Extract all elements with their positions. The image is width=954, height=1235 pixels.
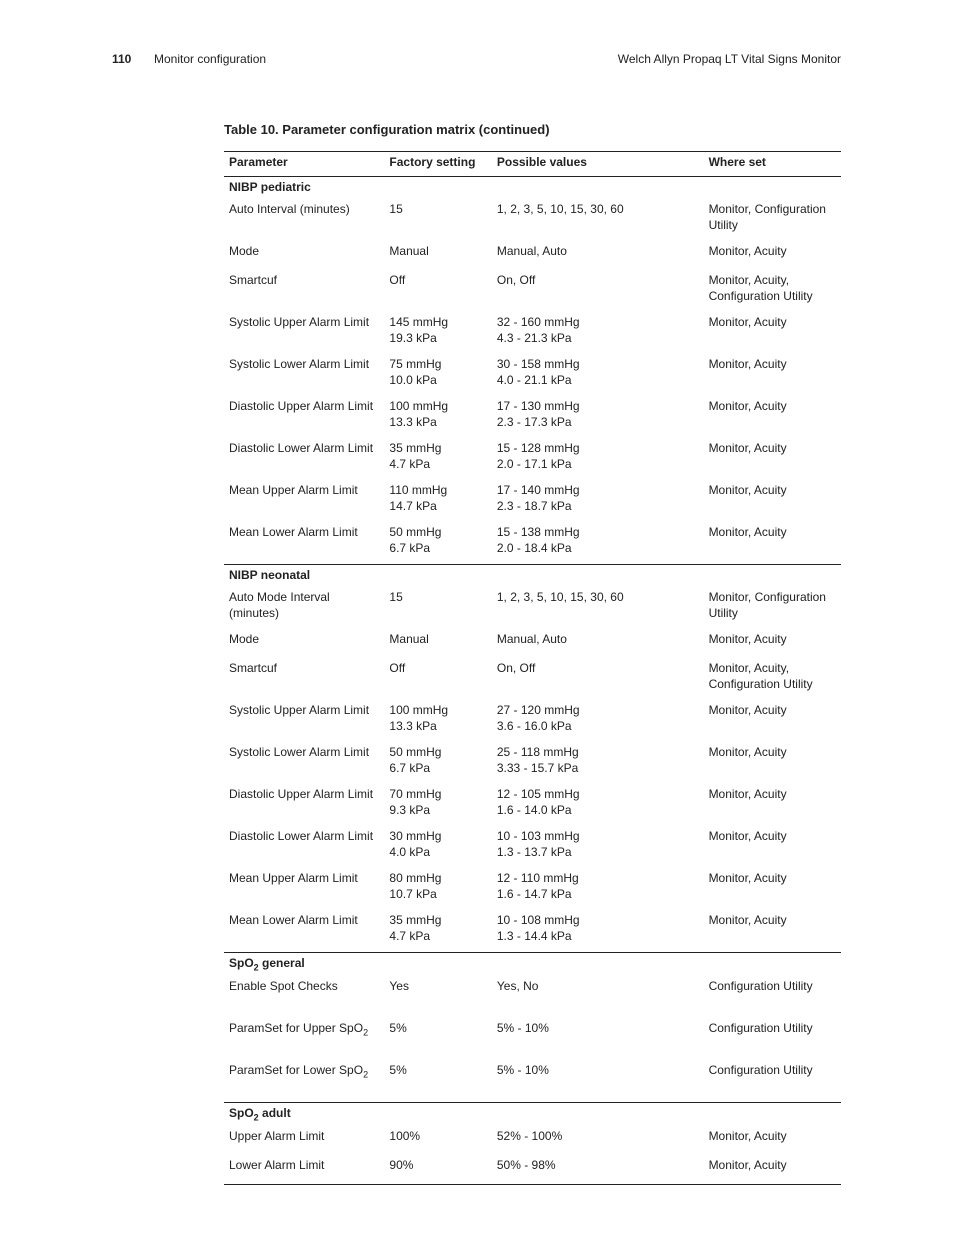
parameter-cell: Mean Upper Alarm Limit <box>229 871 358 885</box>
possible-values-cell: 10 - 103 mmHg 1.3 - 13.7 kPa <box>496 829 580 859</box>
possible-values-cell: 25 - 118 mmHg 3.33 - 15.7 kPa <box>496 745 579 775</box>
factory-setting-cell: Yes <box>389 978 409 993</box>
table-row <box>224 1155 841 1185</box>
parameter-cell: Auto Interval (minutes) <box>229 202 350 216</box>
where-set-cell: Configuration Utility <box>708 978 813 993</box>
possible-values-cell: 1, 2, 3, 5, 10, 15, 30, 60 <box>496 202 624 216</box>
table-row <box>224 522 841 565</box>
table-row <box>224 1126 841 1155</box>
where-set-cell: Configuration Utility <box>704 1060 841 1103</box>
table-row <box>224 312 841 354</box>
possible-values-cell: 12 - 110 mmHg 1.6 - 14.7 kPa <box>496 871 579 901</box>
parameter-cell: Systolic Lower Alarm Limit <box>229 745 370 759</box>
table-row <box>224 1060 841 1103</box>
factory-setting-cell: Manual <box>389 632 429 646</box>
where-set-cell: Monitor, Acuity <box>708 829 787 843</box>
group-title: NIBP pediatric <box>229 180 311 194</box>
group-header-row <box>224 953 841 976</box>
column-header-where-set: Where set <box>704 152 841 177</box>
parameter-cell: Systolic Upper Alarm Limit <box>229 315 370 329</box>
column-header-parameter: Parameter <box>224 152 384 177</box>
possible-values-cell: 5% - 10% <box>492 1060 704 1103</box>
parameter-cell: Smartcuf <box>229 661 278 675</box>
factory-setting-cell: Manual <box>389 244 429 258</box>
where-set-cell: Monitor, Acuity <box>704 522 841 565</box>
table-row <box>224 396 841 438</box>
possible-values-cell: On, Off <box>496 273 536 287</box>
where-set-cell: Monitor, Acuity <box>704 910 841 953</box>
possible-values-cell: 17 - 130 mmHg 2.3 - 17.3 kPa <box>496 399 580 429</box>
table-caption: Table 10. Parameter configuration matrix (continued) <box>224 122 550 137</box>
possible-values-cell: 52% - 100% <box>496 1128 563 1143</box>
possible-values-cell: 30 - 158 mmHg 4.0 - 21.1 kPa <box>496 357 580 387</box>
possible-values-cell: 10 - 108 mmHg 1.3 - 14.4 kPa <box>492 910 704 953</box>
page-number: 110 <box>112 52 132 66</box>
parameter-cell: Auto Mode Interval (minutes) <box>229 590 330 620</box>
factory-setting-cell: 30 mmHg 4.0 kPa <box>389 829 442 859</box>
factory-setting-cell: 5% <box>384 1060 491 1103</box>
parameter-cell: Lower Alarm Limit <box>224 1155 384 1185</box>
table-row <box>224 438 841 480</box>
possible-values-cell: 15 - 138 mmHg 2.0 - 18.4 kPa <box>492 522 704 565</box>
factory-setting-cell: 50 mmHg 6.7 kPa <box>389 745 442 775</box>
factory-setting-cell: 5% <box>389 1020 407 1035</box>
parameter-cell: Mode <box>229 244 260 258</box>
where-set-cell: Monitor, Configuration Utility <box>708 202 826 232</box>
parameter-cell: Systolic Lower Alarm Limit <box>229 357 370 371</box>
group-header-row <box>224 565 841 588</box>
parameter-cell: Mean Upper Alarm Limit <box>229 483 358 497</box>
parameter-cell: Mean Lower Alarm Limit <box>224 522 384 565</box>
parameter-cell: Mode <box>229 632 260 646</box>
section-title: Monitor configuration <box>154 52 267 66</box>
factory-setting-cell: 100 mmHg 13.3 kPa <box>389 399 449 429</box>
where-set-cell: Monitor, Acuity, Configuration Utility <box>708 661 813 691</box>
table-row <box>224 658 841 700</box>
possible-values-cell: 32 - 160 mmHg 4.3 - 21.3 kPa <box>496 315 580 345</box>
group-header-row <box>224 1102 841 1125</box>
parameter-cell: Diastolic Upper Alarm Limit <box>229 399 374 413</box>
table-row <box>224 784 841 826</box>
factory-setting-cell: 110 mmHg 14.7 kPa <box>389 483 448 513</box>
possible-values-cell: 17 - 140 mmHg 2.3 - 18.7 kPa <box>496 483 580 513</box>
where-set-cell: Monitor, Configuration Utility <box>708 590 826 620</box>
column-header-factory-setting: Factory setting <box>384 152 491 177</box>
parameter-cell: Diastolic Lower Alarm Limit <box>229 829 374 843</box>
factory-setting-cell: 145 mmHg 19.3 kPa <box>389 315 449 345</box>
factory-setting-cell: 100 mmHg 13.3 kPa <box>389 703 449 733</box>
possible-values-cell: Manual, Auto <box>496 244 567 258</box>
factory-setting-cell: Off <box>389 273 406 287</box>
possible-values-cell: 12 - 105 mmHg 1.6 - 14.0 kPa <box>496 787 580 817</box>
table-row <box>224 199 841 241</box>
group-header-row <box>224 177 841 200</box>
parameter-cell: ParamSet for Lower SpO$_2$ <box>224 1060 384 1103</box>
where-set-cell: Monitor, Acuity <box>708 1128 787 1143</box>
table-row <box>224 480 841 522</box>
possible-values-cell: Manual, Auto <box>496 632 567 646</box>
table-body <box>224 177 841 1185</box>
group-title: NIBP neonatal <box>229 568 311 582</box>
table-row <box>224 868 841 910</box>
parameter-cell: Enable Spot Checks <box>229 978 338 993</box>
possible-values-cell: 50% - 98% <box>492 1155 704 1185</box>
factory-setting-cell: 35 mmHg 4.7 kPa <box>384 910 491 953</box>
factory-setting-cell: 15 <box>389 202 403 216</box>
where-set-cell: Monitor, Acuity <box>708 632 787 646</box>
parameter-cell: ParamSet for Upper SpO$_2$ <box>229 1020 369 1038</box>
factory-setting-cell: 35 mmHg 4.7 kPa <box>389 441 442 471</box>
table-row <box>224 1018 841 1060</box>
possible-values-cell: 27 - 120 mmHg 3.6 - 16.0 kPa <box>496 703 580 733</box>
factory-setting-cell: 75 mmHg 10.0 kPa <box>389 357 442 387</box>
factory-setting-cell: 90% <box>384 1155 491 1185</box>
table-row <box>224 910 841 953</box>
where-set-cell: Monitor, Acuity <box>708 787 787 801</box>
group-title: SpO$_2$ general <box>229 956 305 973</box>
where-set-cell: Monitor, Acuity <box>708 357 787 371</box>
factory-setting-cell: 50 mmHg 6.7 kPa <box>384 522 491 565</box>
where-set-cell: Monitor, Acuity <box>708 244 787 258</box>
possible-values-cell: 15 - 128 mmHg 2.0 - 17.1 kPa <box>496 441 580 471</box>
parameter-cell: Diastolic Lower Alarm Limit <box>229 441 374 455</box>
factory-setting-cell: 100% <box>389 1128 421 1143</box>
possible-values-cell: 5% - 10% <box>496 1020 549 1035</box>
table-row <box>224 354 841 396</box>
parameter-cell: Diastolic Upper Alarm Limit <box>229 787 374 801</box>
where-set-cell: Monitor, Acuity <box>708 441 787 455</box>
factory-setting-cell: 15 <box>389 590 403 604</box>
table-row <box>224 270 841 312</box>
where-set-cell: Monitor, Acuity <box>708 703 787 717</box>
possible-values-cell: Yes, No <box>496 978 539 993</box>
where-set-cell: Monitor, Acuity, Configuration Utility <box>708 273 813 303</box>
parameter-cell: Smartcuf <box>229 273 278 287</box>
table-row <box>224 587 841 629</box>
table-row <box>224 700 841 742</box>
table-row <box>224 241 841 270</box>
parameter-cell: Systolic Upper Alarm Limit <box>229 703 370 717</box>
where-set-cell: Monitor, Acuity <box>708 871 787 885</box>
table-row <box>224 826 841 868</box>
possible-values-cell: 1, 2, 3, 5, 10, 15, 30, 60 <box>496 590 624 604</box>
factory-setting-cell: Off <box>389 661 406 675</box>
parameter-table <box>224 151 841 1185</box>
document-title: Welch Allyn Propaq LT Vital Signs Monitor <box>617 52 841 66</box>
factory-setting-cell: 70 mmHg 9.3 kPa <box>389 787 442 817</box>
column-header-possible-values: Possible values <box>492 152 704 177</box>
table-header-row <box>224 152 841 177</box>
factory-setting-cell: 80 mmHg 10.7 kPa <box>389 871 442 901</box>
table-row <box>224 976 841 1018</box>
group-title: SpO$_2$ adult <box>229 1105 291 1123</box>
parameter-cell: Upper Alarm Limit <box>229 1128 325 1143</box>
table-row <box>224 629 841 658</box>
where-set-cell: Monitor, Acuity <box>708 399 787 413</box>
possible-values-cell: On, Off <box>496 661 536 675</box>
table-row <box>224 742 841 784</box>
parameter-cell: Mean Lower Alarm Limit <box>224 910 384 953</box>
where-set-cell: Monitor, Acuity <box>704 1155 841 1185</box>
where-set-cell: Monitor, Acuity <box>708 315 787 329</box>
where-set-cell: Configuration Utility <box>708 1020 813 1035</box>
where-set-cell: Monitor, Acuity <box>708 745 787 759</box>
where-set-cell: Monitor, Acuity <box>708 483 787 497</box>
